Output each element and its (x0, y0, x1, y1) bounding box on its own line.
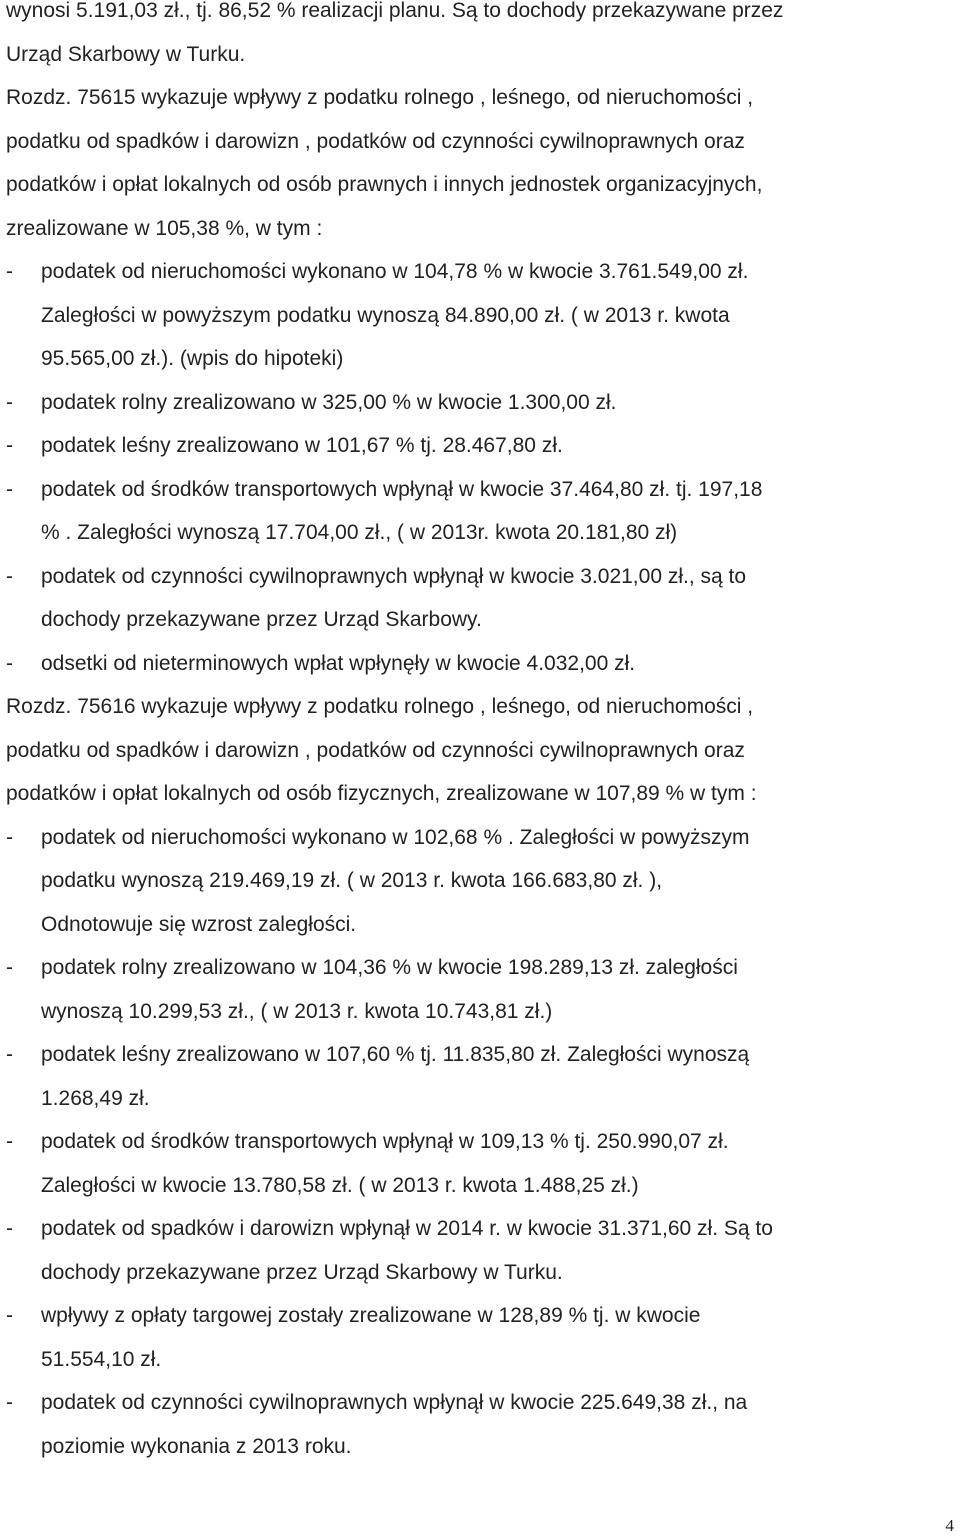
list-item-line (6, 555, 954, 599)
list-item-line: wynoszą 10.299,53 zł., ( w 2013 r. kwota 10.743,81 zł.) (41, 999, 553, 1023)
list-item-text: podatek leśny zrealizowano w 107,60 % tj. 11.835,80 zł. Zaległości wynoszą (41, 1043, 750, 1066)
list-item-line: 1.268,49 zł. (41, 1086, 150, 1110)
list-item-line (6, 1294, 954, 1338)
list-item-text: podatek od środków transportowych wpłynął w 109,13 % tj. 250.990,07 zł. (41, 1130, 729, 1153)
list-item-line (6, 424, 954, 468)
list-item-line (6, 250, 954, 294)
dash-marker: - (6, 651, 13, 675)
list-item-text: podatek od spadków i darowizn wpłynął w 2014 r. w kwocie 31.371,60 zł. Są to (41, 1217, 773, 1240)
list-item-text: odsetki od nieterminowych wpłat wpłynęły w kwocie 4.032,00 zł. (41, 651, 636, 675)
list-item (6, 642, 954, 686)
list-item-line (6, 381, 954, 425)
section-heading-line: podatku od spadków i darowizn , podatków od czynności cywilnoprawnych oraz (6, 738, 745, 762)
list-item-text: podatek rolny zrealizowano w 325,00 % w kwocie 1.300,00 zł. (41, 390, 617, 414)
list-item (6, 468, 954, 555)
list-item (6, 816, 954, 947)
list-item (6, 250, 954, 381)
list-item-line (6, 946, 954, 990)
list-item (6, 1033, 954, 1120)
dash-marker: - (6, 1304, 13, 1327)
document-page (6, 0, 954, 1468)
list-item-text: podatek leśny zrealizowano w 101,67 % tj. 28.467,80 zł. (41, 434, 563, 457)
list-item (6, 1294, 954, 1381)
list-item (6, 1207, 954, 1294)
list-item-line: % . Zaległości wynoszą 17.704,00 zł., ( w 2013r. kwota 20.181,80 zł) (41, 521, 678, 544)
list-item (6, 1381, 954, 1468)
intro-line-1: wynosi 5.191,03 zł., tj. 86,52 % realizacji planu. Są to dochody przekazywane przez (6, 0, 784, 22)
list-item (6, 555, 954, 642)
list-item-line: Zaległości w powyższym podatku wynoszą 84.890,00 zł. ( w 2013 r. kwota (41, 303, 730, 327)
intro-line-2: Urząd Skarbowy w Turku. (6, 42, 246, 66)
section-75615 (6, 76, 954, 685)
list-item-text: podatek od czynności cywilnoprawnych wpłynął w kwocie 3.021,00 zł., są to (41, 564, 747, 588)
list-item-line: Odnotowuje się wzrost zaległości. (41, 912, 357, 936)
section-75616 (6, 685, 954, 1468)
list-item-line: poziomie wykonania z 2013 roku. (41, 1434, 352, 1458)
list-item-line (6, 1207, 954, 1251)
dash-marker: - (6, 260, 13, 283)
dash-marker: - (6, 434, 13, 457)
list-item-text: podatek od środków transportowych wpłynął w kwocie 37.464,80 zł. tj. 197,18 (41, 477, 763, 501)
list-item-line (6, 816, 954, 860)
list-item-line (6, 642, 954, 686)
list-item-text: podatek od nieruchomości wykonano w 104,78 % w kwocie 3.761.549,00 zł. (41, 260, 749, 283)
list-item (6, 946, 954, 1033)
dash-marker: - (6, 1043, 13, 1066)
dash-marker: - (6, 1130, 13, 1153)
list-item-line (6, 1381, 954, 1425)
list-item-line (6, 468, 954, 512)
dash-marker: - (6, 390, 13, 414)
page-number: 4 (945, 1516, 954, 1535)
list-item-line: dochody przekazywane przez Urząd Skarbowy. (41, 608, 482, 631)
dash-marker: - (6, 1217, 13, 1240)
dash-marker: - (6, 564, 13, 588)
section-heading-line: Rozdz. 75616 wykazuje wpływy z podatku rolnego , leśnego, od nieruchomości , (6, 695, 754, 718)
list-item-text: wpływy z opłaty targowej zostały zrealizowane w 128,89 % tj. w kwocie (41, 1304, 701, 1327)
list-item-text: podatek od czynności cywilnoprawnych wpłynął w kwocie 225.649,38 zł., na (41, 1391, 748, 1414)
list-item (6, 424, 954, 468)
list-item-line: 51.554,10 zł. (41, 1347, 162, 1371)
section-heading-line: Rozdz. 75615 wykazuje wpływy z podatku rolnego , leśnego, od nieruchomości , (6, 86, 754, 109)
dash-marker: - (6, 956, 13, 979)
list-item-text: podatek od nieruchomości wykonano w 102,68 % . Zaległości w powyższym (41, 825, 750, 849)
section-heading-line: podatku od spadków i darowizn , podatków od czynności cywilnoprawnych oraz (6, 129, 745, 153)
dash-marker: - (6, 477, 13, 501)
list-item-line: dochody przekazywane przez Urząd Skarbowy w Turku. (41, 1260, 563, 1284)
list-item-line (6, 1033, 954, 1077)
section-heading-line: podatków i opłat lokalnych od osób fizycznych, zrealizowane w 107,89 % w tym : (6, 782, 757, 805)
list-item-line: podatku wynoszą 219.469,19 zł. ( w 2013 r. kwota 166.683,80 zł. ), (41, 869, 663, 892)
list-item-line: 95.565,00 zł.). (wpis do hipoteki) (41, 347, 344, 370)
dash-marker: - (6, 825, 13, 849)
section-heading-line: zrealizowane w 105,38 %, w tym : (6, 216, 323, 240)
list-item-text: podatek rolny zrealizowano w 104,36 % w kwocie 198.289,13 zł. zaległości (41, 956, 738, 979)
list-item (6, 381, 954, 425)
dash-marker: - (6, 1391, 13, 1414)
section-heading-line: podatków i opłat lokalnych od osób prawnych i innych jednostek organizacyjnych, (6, 173, 763, 196)
list-item-line (6, 1120, 954, 1164)
list-item-line: Zaległości w kwocie 13.780,58 zł. ( w 2013 r. kwota 1.488,25 zł.) (41, 1173, 639, 1197)
list-item (6, 1120, 954, 1207)
